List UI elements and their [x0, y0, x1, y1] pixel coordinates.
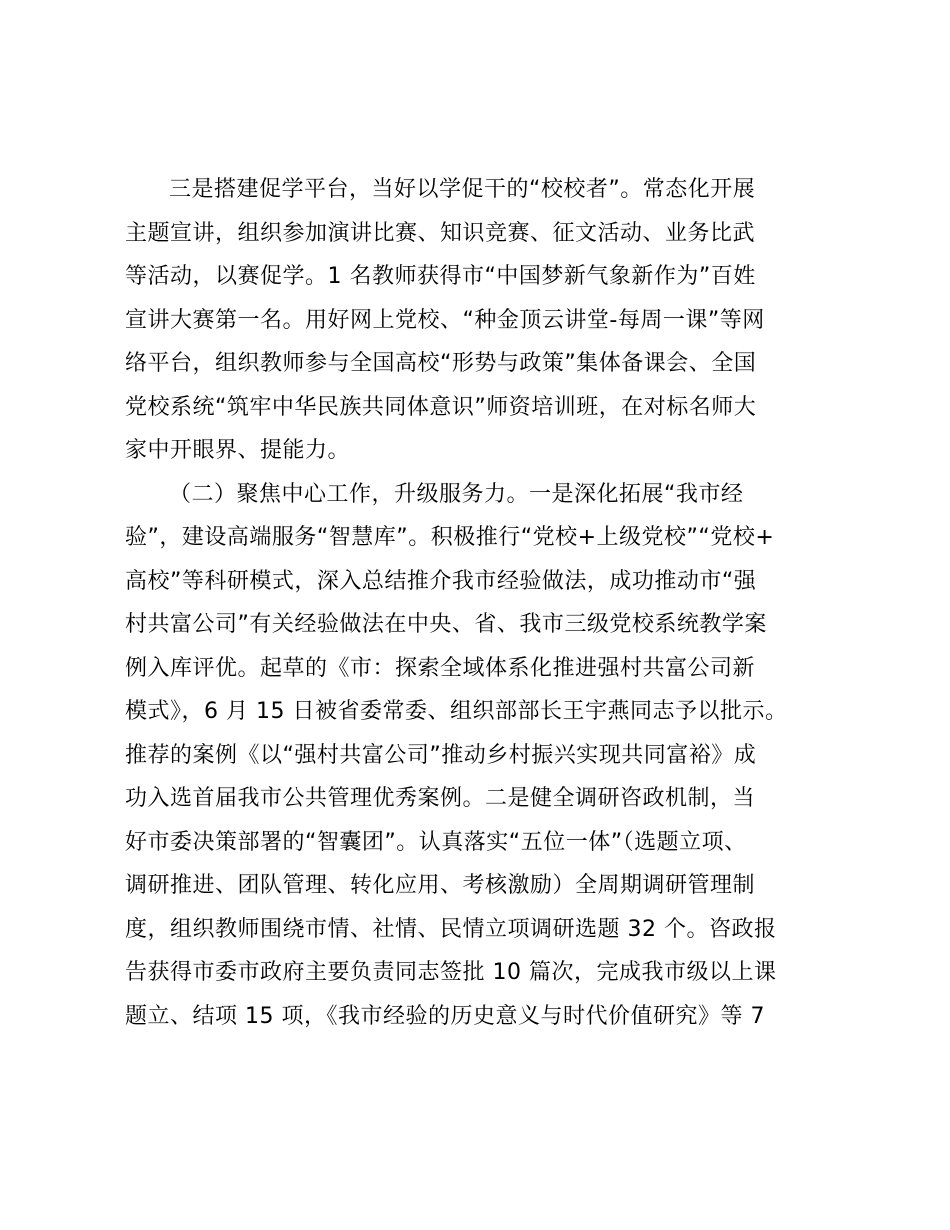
paragraph-line: 主题宣讲，组织参加演讲比赛、知识竞赛、征文活动、业务比武: [125, 220, 756, 246]
paragraph-line: 高校”等科研模式，深入总结推介我市经验做法，成功推动市“强: [125, 568, 757, 594]
paragraph-line: 络平台，组织教师参与全国高校“形势与政策”集体备课会、全国: [125, 351, 757, 376]
paragraph-line: 等活动，以赛促学。1 名教师获得市“中国梦新气象新作为”百姓: [125, 264, 756, 289]
paragraph-line: 例入库评优。起草的《市：探索全域体系化推进强村共富公司新: [125, 655, 756, 681]
paragraph-line: 好市委决策部署的“智囊团”。认真落实“五位一体”（选题立项、: [125, 829, 747, 855]
section-heading-line: （二）聚焦中心工作，升级服务力。一是深化拓展“我市经: [169, 481, 744, 507]
paragraph-line: 村共富公司”有关经验做法在中央、省、我市三级党校系统教学案: [125, 612, 767, 637]
paragraph-line: 度，组织教师围绕市情、社情、民情立项调研选题 32 个。咨政报: [125, 916, 777, 942]
paragraph-line: 宣讲大赛第一名。用好网上党校、“种金顶云讲堂-每周一课”等网: [125, 307, 765, 333]
paragraph-line: 题立、结项 15 项，《我市经验的历史意义与时代价值研究》等 7: [125, 1003, 765, 1029]
paragraph-line: 家中开眼界、提能力。: [125, 438, 351, 463]
paragraph-line: 模式》，6 月 15 日被省委常委、组织部部长王宇燕同志予以批示。: [125, 699, 788, 724]
paragraph-line: 调研推进、团队管理、转化应用、考核激励）全周期调研管理制: [125, 873, 756, 898]
paragraph-line: 告获得市委市政府主要负责同志签批 10 篇次，完成我市级以上课: [125, 960, 777, 985]
body-text: [125, 168, 837, 1038]
paragraph-line: 验”，建设高端服务“智慧库”。积极推行“党校+上级党校”“党校+: [125, 525, 775, 550]
paragraph-line: 功入选首届我市公共管理优秀案例。二是健全调研咨政机制，当: [125, 786, 756, 811]
paragraph-line: 推荐的案例《以“强村共富公司”推动乡村振兴实现共同富裕》成: [125, 742, 757, 768]
paragraph-line: 党校系统“筑牢中华民族共同体意识”师资培训班，在对标名师大: [125, 394, 757, 420]
paragraph-line: 三是搭建促学平台，当好以学促干的“校校者”。常态化开展: [169, 177, 756, 202]
